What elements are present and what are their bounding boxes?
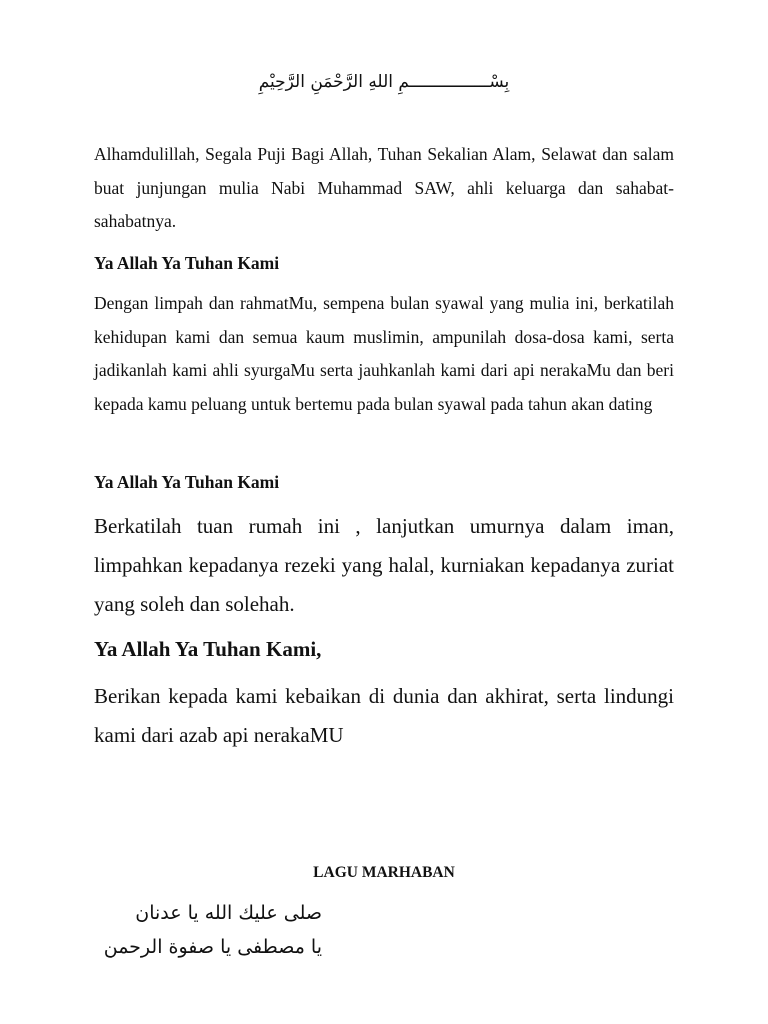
prayer-paragraph-block-2 (94, 507, 674, 624)
prayer-paragraph-2: Berkatilah tuan rumah ini , lanjutkan umurnya dalam iman, limpahkan kepadanya rezeki yang halal, kurniakan kepadanya zuriat yang soleh dan solehah. (94, 514, 674, 616)
song-title: LAGU MARHABAN (313, 864, 455, 881)
prayer-paragraph-3: Berikan kepada kami kebaikan di dunia dan akhirat, serta lindungi kami dari azab api nerakaMU (94, 684, 674, 747)
intro-paragraph: Alhamdulillah, Segala Puji Bagi Allah, Tuhan Sekalian Alam, Selawat dan salam buat junjungan mulia Nabi Muhammad SAW, ahli keluarga dan sahabat-sahabatnya. (94, 144, 674, 231)
prayer-paragraph-block-1 (94, 287, 674, 421)
prayer-heading-1: Ya Allah Ya Tuhan Kami (94, 253, 280, 273)
intro-paragraph-block (94, 138, 674, 239)
prayer-heading-3: Ya Allah Ya Tuhan Kami, (94, 637, 322, 661)
prayer-paragraph-block-3 (94, 677, 674, 755)
heading-block-2 (94, 467, 674, 497)
heading-block-1 (94, 248, 674, 278)
prayer-paragraph-1: Dengan limpah dan rahmatMu, sempena bulan syawal yang mulia ini, berkatilah kehidupan kami dan semua kaum muslimin, ampunilah dosa-dosa kami, serta jadikanlah kami ahli syurgaMu serta jauhkanlah kami dari api nerakaMu dan beri kepada kamu peluang untuk bertemu pada bulan syawal pada tahun akan dating (94, 293, 674, 414)
song-line-2: يا مصطفى يا صفوة الرحمن (103, 936, 322, 958)
song-line-1: صلى عليك الله يا عدنان (135, 902, 322, 924)
prayer-heading-2: Ya Allah Ya Tuhan Kami (94, 472, 280, 492)
bismillah-text: بِسْــــــــــــــــمِ اللهِ الرَّحْمَنِ الرَّحِيْمِ (258, 72, 510, 92)
song-lyrics (94, 896, 322, 964)
heading-block-3 (94, 632, 674, 666)
